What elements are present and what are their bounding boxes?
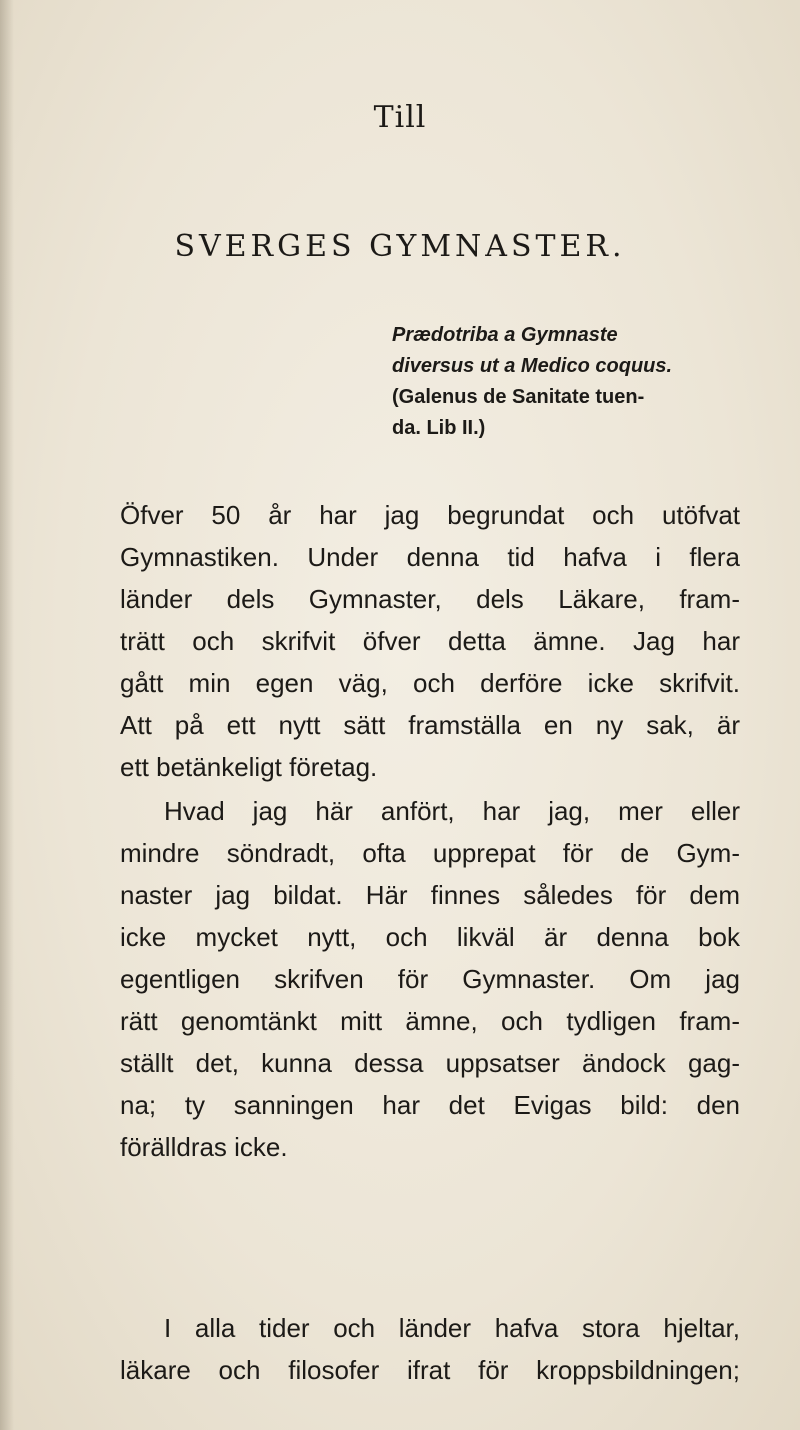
- dedication-heading: Till: [373, 100, 427, 135]
- paragraph-2: [120, 790, 740, 1168]
- text-line: icke mycket nytt, och likväl är denna bok: [120, 922, 740, 952]
- paragraph-1: [120, 494, 740, 788]
- paragraph-3: [120, 1307, 740, 1391]
- epigraph-line: diversus ut a Medico coquus.: [392, 355, 673, 377]
- text-line: läkare och filosofer ifrat för kroppsbildningen;: [120, 1355, 740, 1385]
- text-line: egentligen skrifven för Gymnaster. Om jag: [120, 964, 740, 994]
- text-line: trätt och skrifvit öfver detta ämne. Jag har: [120, 626, 740, 656]
- text-line: rätt genomtänkt mitt ämne, och tydligen fram-: [120, 1006, 740, 1036]
- title-heading: SVERGES GYMNASTER.: [174, 229, 626, 264]
- text-line: na; ty sanningen har det Evigas bild: den: [120, 1090, 740, 1120]
- text-line: länder dels Gymnaster, dels Läkare, fram-: [120, 584, 740, 614]
- text-line: ställt det, kunna dessa uppsatser ändock gag-: [120, 1048, 740, 1078]
- text-line: gått min egen väg, och derföre icke skrifvit.: [120, 668, 740, 698]
- text-line: mindre söndradt, ofta upprepat för de Gym-: [120, 838, 740, 868]
- text-line: Att på ett nytt sätt framställa en ny sak, är: [120, 710, 740, 740]
- text-line: I alla tider och länder hafva stora hjeltar,: [164, 1313, 740, 1343]
- text-line: förälldras icke.: [120, 1132, 288, 1162]
- text-line: Hvad jag här anfört, har jag, mer eller: [164, 796, 740, 826]
- epigraph-line: (Galenus de Sanitate tuen-: [392, 386, 645, 408]
- epigraph-line: da. Lib II.): [392, 417, 486, 439]
- text-line: Gymnastiken. Under denna tid hafva i flera: [120, 542, 740, 572]
- epigraph: [392, 320, 772, 444]
- epigraph-line: Prædotriba a Gymnaste: [392, 324, 618, 346]
- text-line: Öfver 50 år har jag begrundat och utöfvat: [120, 500, 740, 530]
- text-line: naster jag bildat. Här finnes således för dem: [120, 880, 740, 910]
- text-line: ett betänkeligt företag.: [120, 752, 378, 782]
- page-edge-shadow: [0, 0, 14, 1430]
